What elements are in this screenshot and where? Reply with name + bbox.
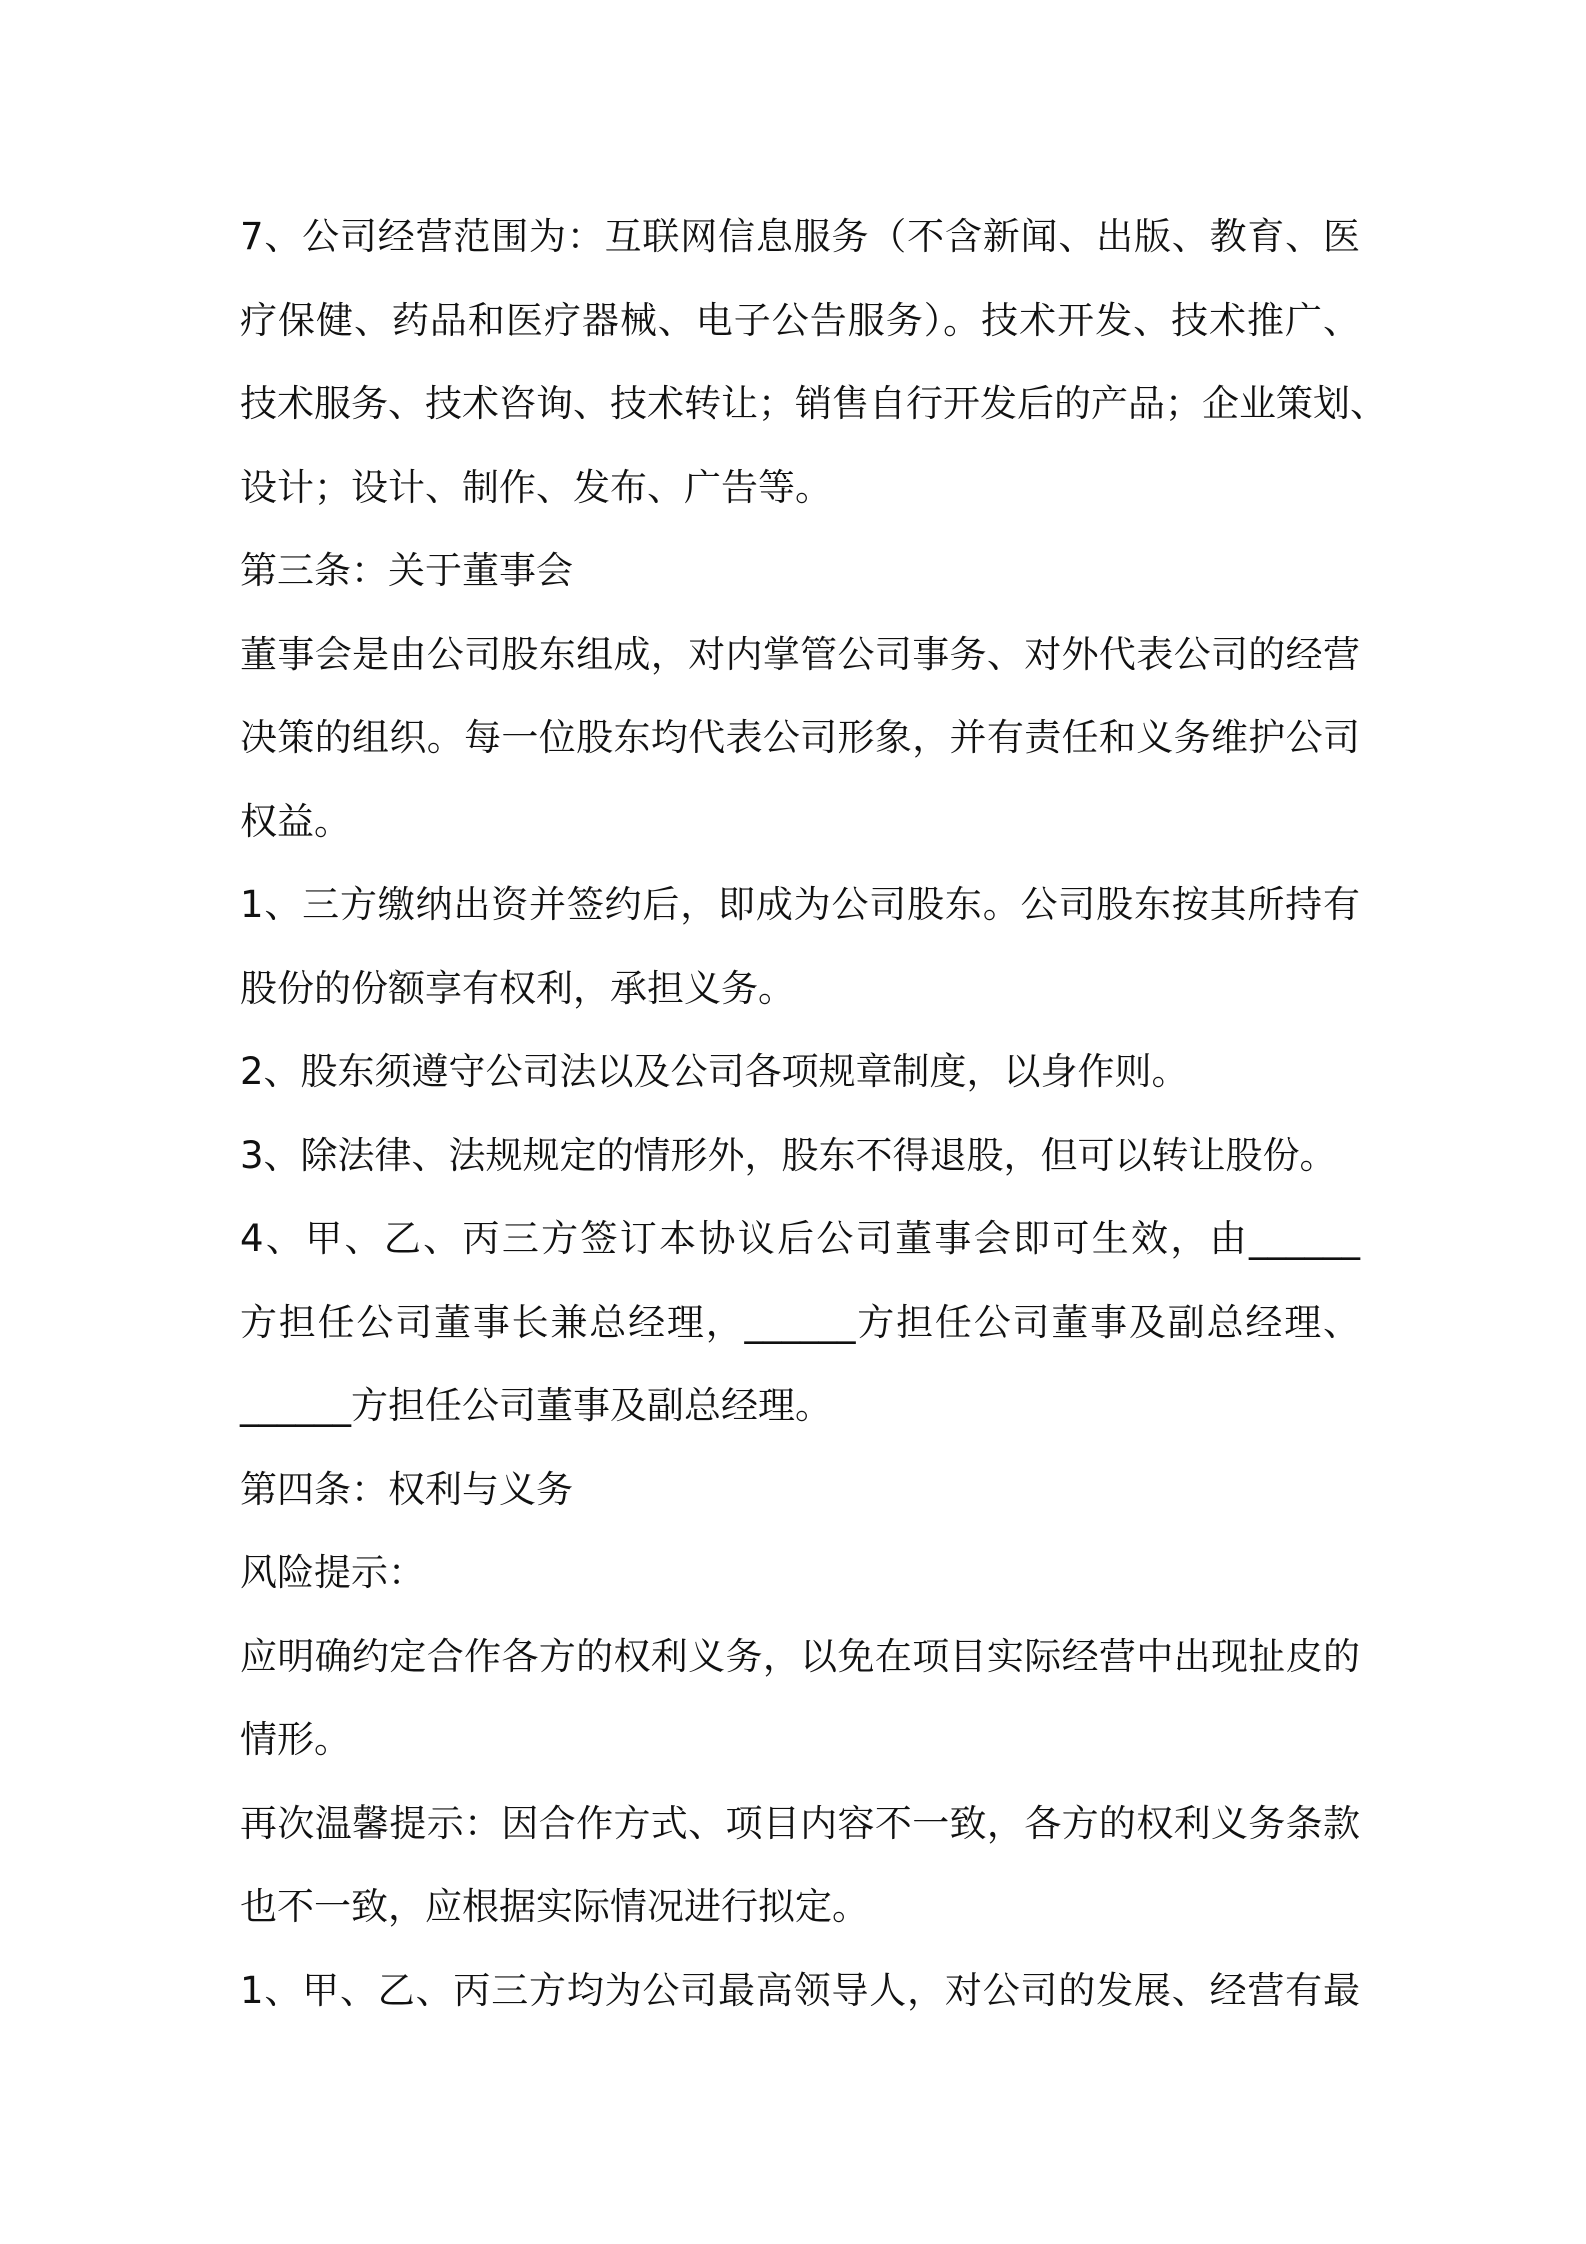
scope-line-4: 设计；设计、制作、发布、广告等。: [240, 465, 832, 509]
scope-line-1: 7、公司经营范围为：互联网信息服务（不含新闻、出版、教育、医: [240, 215, 1360, 258]
scope-line-2: 疗保健、药品和医疗器械、电子公告服务）。技术开发、技术推广、: [240, 298, 1360, 342]
article-4-heading: 第四条：权利与义务: [240, 1467, 573, 1511]
board-item-4-line-3: ______方担任公司董事及副总经理。: [240, 1384, 832, 1427]
board-item-1-line-2: 股份的份额享有权利，承担义务。: [240, 966, 795, 1010]
scope-line-3: 技术服务、技术咨询、技术转让；销售自行开发后的产品；企业策划、: [240, 382, 1387, 425]
board-item-1-line-1: 1、三方缴纳出资并签约后，即成为公司股东。公司股东按其所持有: [240, 883, 1360, 926]
reminder-line-1: 再次温馨提示：因合作方式、项目内容不一致，各方的权利义务条款: [240, 1801, 1360, 1845]
board-item-4-line-2: 方担任公司董事长兼总经理，______方担任公司董事及副总经理、: [240, 1300, 1360, 1344]
board-item-2: 2、股东须遵守公司法以及公司各项规章制度，以身作则。: [240, 1050, 1189, 1093]
risk-tip-line-1: 应明确约定合作各方的权利义务，以免在项目实际经营中出现扯皮的: [240, 1634, 1360, 1678]
rights-item-1-line-1: 1、甲、乙、丙三方均为公司最高领导人，对公司的发展、经营有最: [240, 1968, 1360, 2012]
risk-tip-line-2: 情形。: [240, 1718, 351, 1761]
board-item-3: 3、除法律、法规规定的情形外，股东不得退股，但可以转让股份。: [240, 1133, 1337, 1177]
board-paragraph-line-3: 权益。: [240, 799, 351, 843]
board-paragraph-line-2: 决策的组织。每一位股东均代表公司形象，并有责任和义务维护公司: [240, 716, 1360, 759]
article-3-heading: 第三条：关于董事会: [240, 549, 573, 592]
reminder-line-2: 也不一致，应根据实际情况进行拟定。: [240, 1885, 869, 1928]
board-item-4-line-1: 4、甲、乙、丙三方签订本协议后公司董事会即可生效，由______: [240, 1217, 1360, 1260]
risk-tip-label: 风险提示：: [240, 1551, 425, 1594]
board-paragraph-line-1: 董事会是由公司股东组成，对内掌管公司事务、对外代表公司的经营: [240, 632, 1360, 676]
document-body: [240, 195, 1387, 2032]
